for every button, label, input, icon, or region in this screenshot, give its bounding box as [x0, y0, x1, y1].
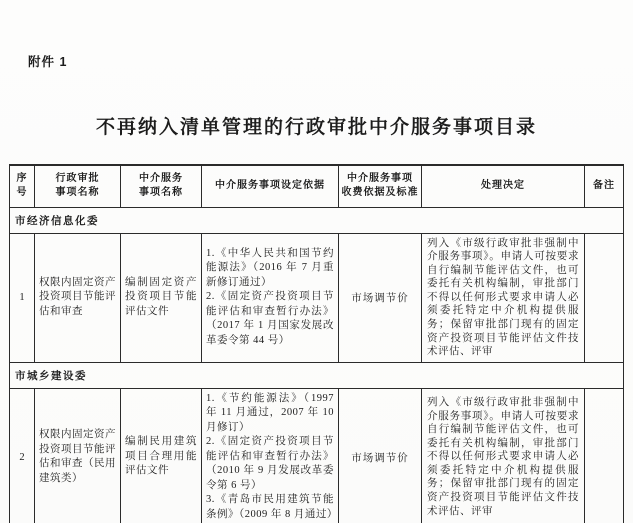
decision-cell: 列入《市级行政审批非强制中介服务事项》。申请人可按要求自行编制节能评估文件，也可委托有关机构编制，审批部门不得以任何形式要求申请人必须委托特定中介机构提供服务；保留审批部门现有的固定资产投资项目节能评估文件技术评估、评审: [422, 233, 585, 362]
basis-cell: [202, 388, 339, 523]
service-item-cell: 编制民用建筑项目合理用能评估文件: [121, 388, 202, 523]
table-row: [10, 388, 624, 523]
section-department-label: 市经济信息化委: [10, 207, 624, 233]
basis-cell: [202, 233, 339, 362]
header-service-item: 中介服务 事项名称: [121, 165, 202, 207]
decision-cell: 列入《市级行政审批非强制中介服务事项》。申请人可按要求自行编制节能评估文件，也可委托有关机构编制，审批部门不得以任何形式要求申请人必须委托特定中介机构提供服务；保留审批部门现有的固定资产投资项目节能评估文件技术评估、评审: [422, 388, 585, 523]
section-department-label: 市城乡建设委: [10, 362, 624, 388]
basis-item: 1.《节约能源法》（1997 年 11 月通过，2007 年 10 月修订）: [206, 392, 334, 433]
header-approval-item: 行政审批 事项名称: [35, 165, 121, 207]
fee-cell: 市场调节价: [339, 388, 422, 523]
header-decision: 处理决定: [422, 165, 585, 207]
attachment-label: 附件 1: [28, 55, 68, 69]
basis-item: 2.《固定资产投资项目节能评估和审查暂行办法》（2017 年 1 月国家发展改革委令第 44 号）: [206, 291, 334, 346]
fee-cell: 市场调节价: [339, 233, 422, 362]
table-row: [10, 233, 624, 362]
basis-item: 2.《固定资产投资项目节能评估和审查暂行办法》（2010 年 9 月发展改革委令第 6 号）: [206, 436, 334, 491]
header-fee: 中介服务事项 收费依据及标准: [339, 165, 422, 207]
header-basis: 中介服务事项设定依据: [202, 165, 339, 207]
table-header-row: [10, 165, 624, 207]
remark-cell: [585, 388, 624, 523]
header-seq: 序 号: [10, 165, 35, 207]
section-row-economy: [10, 207, 624, 233]
seq-cell: 1: [10, 233, 35, 362]
catalog-table: [9, 164, 624, 523]
service-item-cell: 编制固定资产投资项目节能评估文件: [121, 233, 202, 362]
seq-cell: 2: [10, 388, 35, 523]
remark-cell: [585, 233, 624, 362]
basis-item: 3.《青岛市民用建筑节能条例》（2009 年 8 月通过）: [206, 494, 338, 520]
approval-item-cell: 权限内固定资产投资项目节能评估和审查: [35, 233, 121, 362]
section-row-construction: [10, 362, 624, 388]
basis-item: 1.《中华人民共和国节约能源法》（2016 年 7 月重新修订通过）: [206, 247, 334, 288]
header-remark: 备注: [585, 165, 624, 207]
approval-item-cell: 权限内固定资产投资项目节能评估和审查（民用建筑类）: [35, 388, 121, 523]
document-title: 不再纳入清单管理的行政审批中介服务事项目录: [95, 117, 537, 138]
